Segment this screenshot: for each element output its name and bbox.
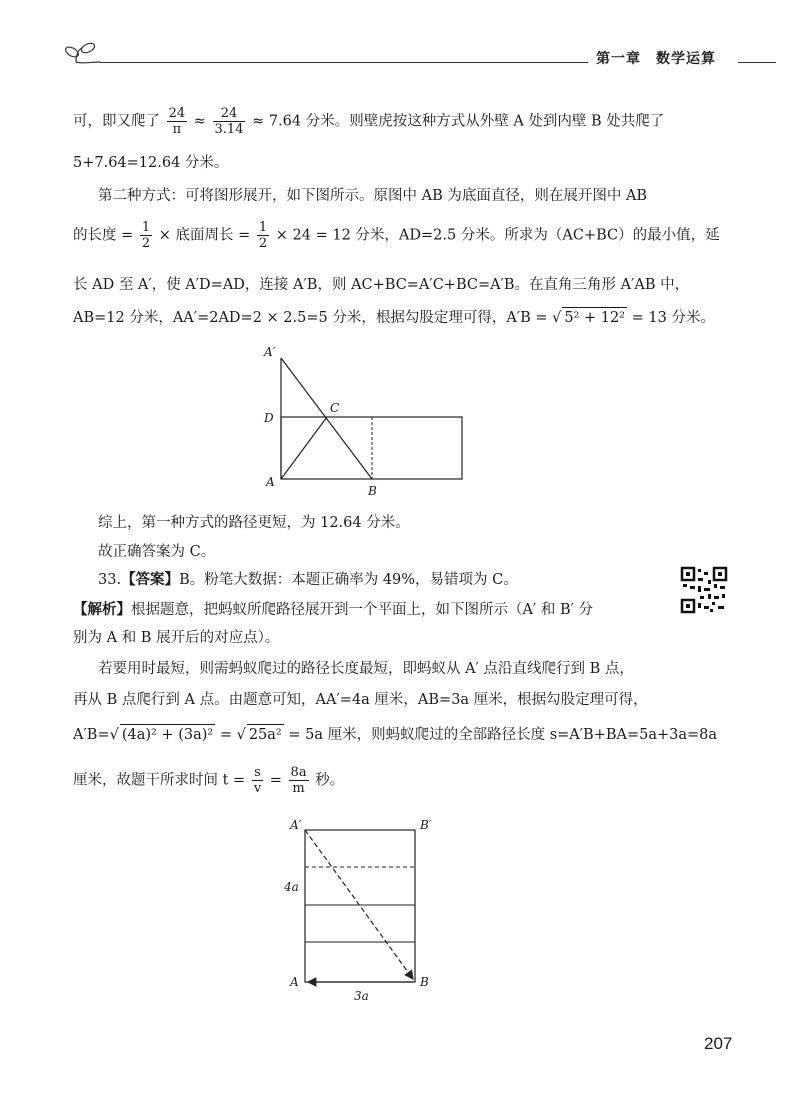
paragraph-15 xyxy=(73,765,344,796)
p15-text-before: 厘米，故题干所求时间 t = xyxy=(73,772,246,789)
sqrt-25a2: 25a² xyxy=(247,724,284,745)
label-a-prime: A′ xyxy=(264,345,276,359)
p6-text-after: = 13 分米。 xyxy=(631,310,715,326)
paragraph-2: 5+7.64=12.64 分米。 xyxy=(73,155,229,171)
frac-num: 8a xyxy=(290,765,307,780)
p4-text-before: 的长度 = xyxy=(73,227,134,244)
frac-den: 2 xyxy=(258,236,268,251)
frac-den: m xyxy=(292,781,305,796)
label-a: A xyxy=(266,475,275,489)
paragraph-4 xyxy=(73,220,720,251)
fraction-24-pi xyxy=(167,106,188,137)
paragraph-3: 第二种方式：可将图形展开，如下图所示。原图中 AB 为底面直径，则在展开图中 AB xyxy=(98,188,648,204)
p14-text-before: A′B= xyxy=(73,727,110,743)
p1-text-after: ≈ 7.64 分米。则壁虎按这种方式从外壁 A 处到内壁 B 处共爬了 xyxy=(252,113,665,130)
paragraph-14: A′B=√ (4a)² + (3a)² = √ 25a² = 5a 厘米，则蚂蚁爬过的全部路径长度 s=A′B+BA=5a+3a=8a xyxy=(73,724,717,745)
paragraph-8: 故正确答案为 C。 xyxy=(98,544,216,560)
fraction-8a-m xyxy=(289,765,309,796)
paragraph-1 xyxy=(73,106,664,137)
sqrt-5-12: 5² + 12² xyxy=(562,307,627,328)
answer-tag: 【答案】 xyxy=(121,571,180,588)
answer-text: B。粉笔大数据：本题正确率为 49%，易错项为 C。 xyxy=(179,572,518,588)
label-4a: 4a xyxy=(284,880,299,894)
header-rule xyxy=(100,62,588,63)
qr-code-icon[interactable] xyxy=(680,566,728,614)
label-b: B xyxy=(368,484,377,498)
fraction-half xyxy=(140,220,152,251)
frac-den: v xyxy=(253,781,262,796)
equals-sign: = xyxy=(269,772,282,789)
fraction-24-314 xyxy=(213,106,246,137)
p4-text-after: × 24 = 12 分米，AD=2.5 分米。所求为（AC+BC）的最小值，延 xyxy=(275,227,720,244)
figure-1-unfolded-cylinder xyxy=(250,340,480,500)
paragraph-12: 若要用时最短，则需蚂蚁爬过的路径长度最短，即蚂蚁从 A′ 点沿直线爬行到 B 点， xyxy=(98,661,634,677)
sprout-icon xyxy=(62,40,102,66)
analysis-text: 根据题意，把蚂蚁所爬路径展开到一个平面上，如下图所示（A′ 和 B′ 分 xyxy=(131,602,594,618)
p1-text-before: 可，即又爬了 xyxy=(73,113,160,130)
approx-sign: ≈ xyxy=(193,113,206,130)
frac-den: π xyxy=(172,122,182,137)
analysis-tag: 【解析】 xyxy=(73,601,131,618)
question-number: 33. xyxy=(98,572,122,588)
page-number: 207 xyxy=(704,1034,733,1053)
equals-sign: = xyxy=(219,727,232,743)
p6-text-before: AB=12 分米，AA′=2AD=2 × 2.5=5 分米，根据勾股定理可得，A′B = xyxy=(73,310,548,326)
frac-num: 24 xyxy=(168,106,186,121)
p14-text-after: = 5a 厘米，则蚂蚁爬过的全部路径长度 s=A′B+BA=5a+3a=8a xyxy=(288,727,718,743)
label-a-prime: A′ xyxy=(290,818,302,832)
header-rule-right xyxy=(738,62,776,63)
frac-num: 24 xyxy=(213,106,246,122)
chapter-title: 第一章 数学运算 xyxy=(596,51,716,67)
label-a: A xyxy=(290,975,299,989)
sqrt-4a-3a: (4a)² + (3a)² xyxy=(120,724,215,745)
frac-num: 1 xyxy=(141,220,151,235)
label-c: C xyxy=(330,401,340,415)
label-b: B xyxy=(420,975,429,989)
label-d: D xyxy=(264,411,274,425)
p15-text-after: 秒。 xyxy=(315,772,345,789)
frac-den: 3.14 xyxy=(214,122,244,137)
paragraph-7: 综上，第一种方式的路径更短，为 12.64 分米。 xyxy=(98,515,410,531)
figure-2-ant-path xyxy=(280,815,450,1005)
paragraph-5: 长 AD 至 A′，使 A′D=AD，连接 A′B，则 AC+BC=A′C+BC=A′B。在直角三角形 A′AB 中， xyxy=(73,277,690,293)
p4-text-mid: × 底面周长 = xyxy=(158,227,251,244)
paragraph-6: AB=12 分米，AA′=2AD=2 × 2.5=5 分米，根据勾股定理可得，A′B = √ 5² + 12² = 13 分米。 xyxy=(73,307,715,328)
fraction-half-2 xyxy=(257,220,269,251)
label-3a: 3a xyxy=(354,989,369,1003)
line-a-c xyxy=(281,417,327,479)
frac-num: 1 xyxy=(258,220,268,235)
frac-den: 2 xyxy=(141,236,151,251)
fraction-s-v xyxy=(252,765,263,796)
paragraph-11: 别为 A 和 B 展开后的对应点）。 xyxy=(73,630,280,646)
label-b-prime: B′ xyxy=(420,818,432,832)
paragraph-9 xyxy=(98,570,518,590)
frac-num: s xyxy=(252,765,263,781)
paragraph-10 xyxy=(73,600,593,620)
paragraph-13: 再从 B 点爬行到 A 点。由题意可知，AA′=4a 厘米，AB=3a 厘米，根据勾股定理可得， xyxy=(73,692,648,708)
